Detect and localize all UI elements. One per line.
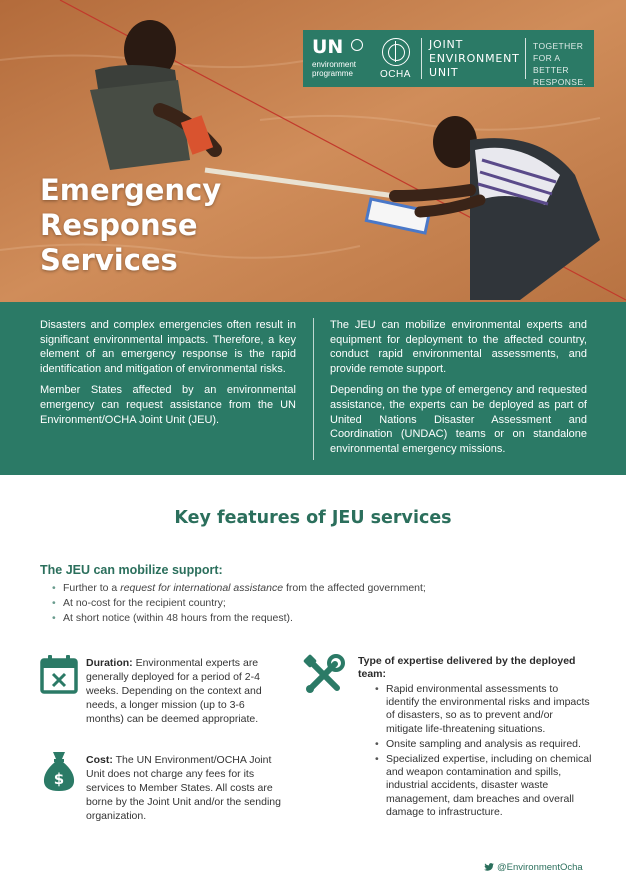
- intro-paragraph: The JEU can mobilize environmental experts and equipment for deployment to the affected country, conduct rapid environmental assessments, and provide remote support.: [330, 319, 587, 375]
- svg-text:$: $: [53, 770, 65, 788]
- tagline: [533, 40, 594, 88]
- twitter-handle[interactable]: [484, 862, 583, 873]
- un-emblem-icon: [351, 39, 363, 51]
- money-bag-icon: [42, 750, 76, 792]
- list-item: [52, 581, 426, 596]
- list-item-text: from the affected government;: [283, 582, 426, 594]
- partner-logo-block: [303, 30, 594, 87]
- env-programme-line2: programme: [312, 69, 353, 78]
- intro-left-column: [40, 318, 296, 434]
- column-divider: [313, 318, 314, 460]
- intro-right-column: [330, 318, 587, 463]
- list-item: • At short notice (within 48 hours from the request).: [52, 611, 426, 626]
- mobilize-list: [52, 581, 426, 626]
- logo-divider: [525, 38, 526, 79]
- ocha-label: OCHA: [380, 69, 411, 80]
- tagline-line1: TOGETHER: [533, 41, 584, 51]
- jeu-line2: ENVIRONMENT: [429, 52, 520, 65]
- intro-band: [0, 302, 626, 475]
- duration-text: Environmental experts are generally deployed for a period of 2-4 weeks. Depending on the context and needs, a longer mission (up to 3-6 months) can be deemed appropriate.: [86, 657, 262, 725]
- cost-feature: [86, 753, 282, 823]
- title-line-3: Services: [40, 243, 178, 277]
- env-programme-line1: environment: [312, 60, 357, 69]
- expertise-list: [374, 683, 592, 821]
- section-heading: Key features of JEU services: [174, 508, 452, 528]
- un-logo-text: UN: [312, 36, 344, 58]
- expertise-heading: Type of expertise delivered by the deployed team:: [358, 655, 576, 680]
- list-item: • Specialized expertise, including on chemical and weapon contamination and spills, industrial accidents, disaster waste management, dam breaches and overall damage to infrastructure.: [374, 753, 592, 819]
- list-item: • Onsite sampling and analysis as required.: [374, 738, 592, 751]
- jeu-line3: UNIT: [429, 66, 459, 79]
- page-title: [40, 173, 300, 278]
- cost-label: Cost:: [86, 754, 113, 766]
- jeu-line1: JOINT: [429, 38, 464, 51]
- list-item-text: Further to a: [63, 582, 121, 594]
- duration-label: Duration:: [86, 657, 133, 669]
- environment-programme-label: [312, 60, 356, 78]
- jeu-label: [429, 38, 520, 80]
- twitter-icon: [484, 863, 494, 871]
- ocha-emblem-icon: [382, 38, 410, 66]
- list-item: • At no-cost for the recipient country;: [52, 596, 426, 611]
- calendar-icon: [40, 654, 78, 694]
- tagline-line2: FOR A BETTER: [533, 53, 569, 75]
- intro-paragraph: Depending on the type of emergency and requested assistance, the experts can be deployed as part of United Nations Disaster Assessment and Coordination (UNDAC) teams or on standalone environmental emergency missions.: [330, 384, 587, 455]
- emphasis-text: request for international assistance: [120, 582, 284, 594]
- twitter-handle-text: @EnvironmentOcha: [497, 862, 583, 873]
- mobilize-heading: The JEU can mobilize support:: [40, 563, 223, 577]
- tagline-line3: RESPONSE.: [533, 77, 587, 87]
- duration-feature: [86, 656, 270, 726]
- list-item: • Rapid environmental assessments to identify the environmental risks and impacts of disasters, so as to prevent and/or mitigate life-threatening situations.: [374, 683, 592, 736]
- intro-paragraph: Member States affected by an environmental emergency can request assistance from the UN Environment/OCHA Joint Unit (JEU).: [40, 384, 296, 426]
- intro-paragraph: Disasters and complex emergencies often result in significant environmental impacts. Therefore, a key element of an emergency response is the rapid identification and mitigation of environmental risks.: [40, 319, 296, 375]
- title-line-1: Emergency: [40, 173, 222, 207]
- tools-icon: [303, 654, 345, 696]
- cost-text: The UN Environment/OCHA Joint Unit does not charge any fees for its services to Member States. All costs are borne by the Joint Unit and/or the sending organization.: [86, 754, 281, 822]
- logo-divider: [421, 38, 422, 79]
- title-line-2: Response: [40, 208, 198, 242]
- hero-photo: [0, 0, 626, 302]
